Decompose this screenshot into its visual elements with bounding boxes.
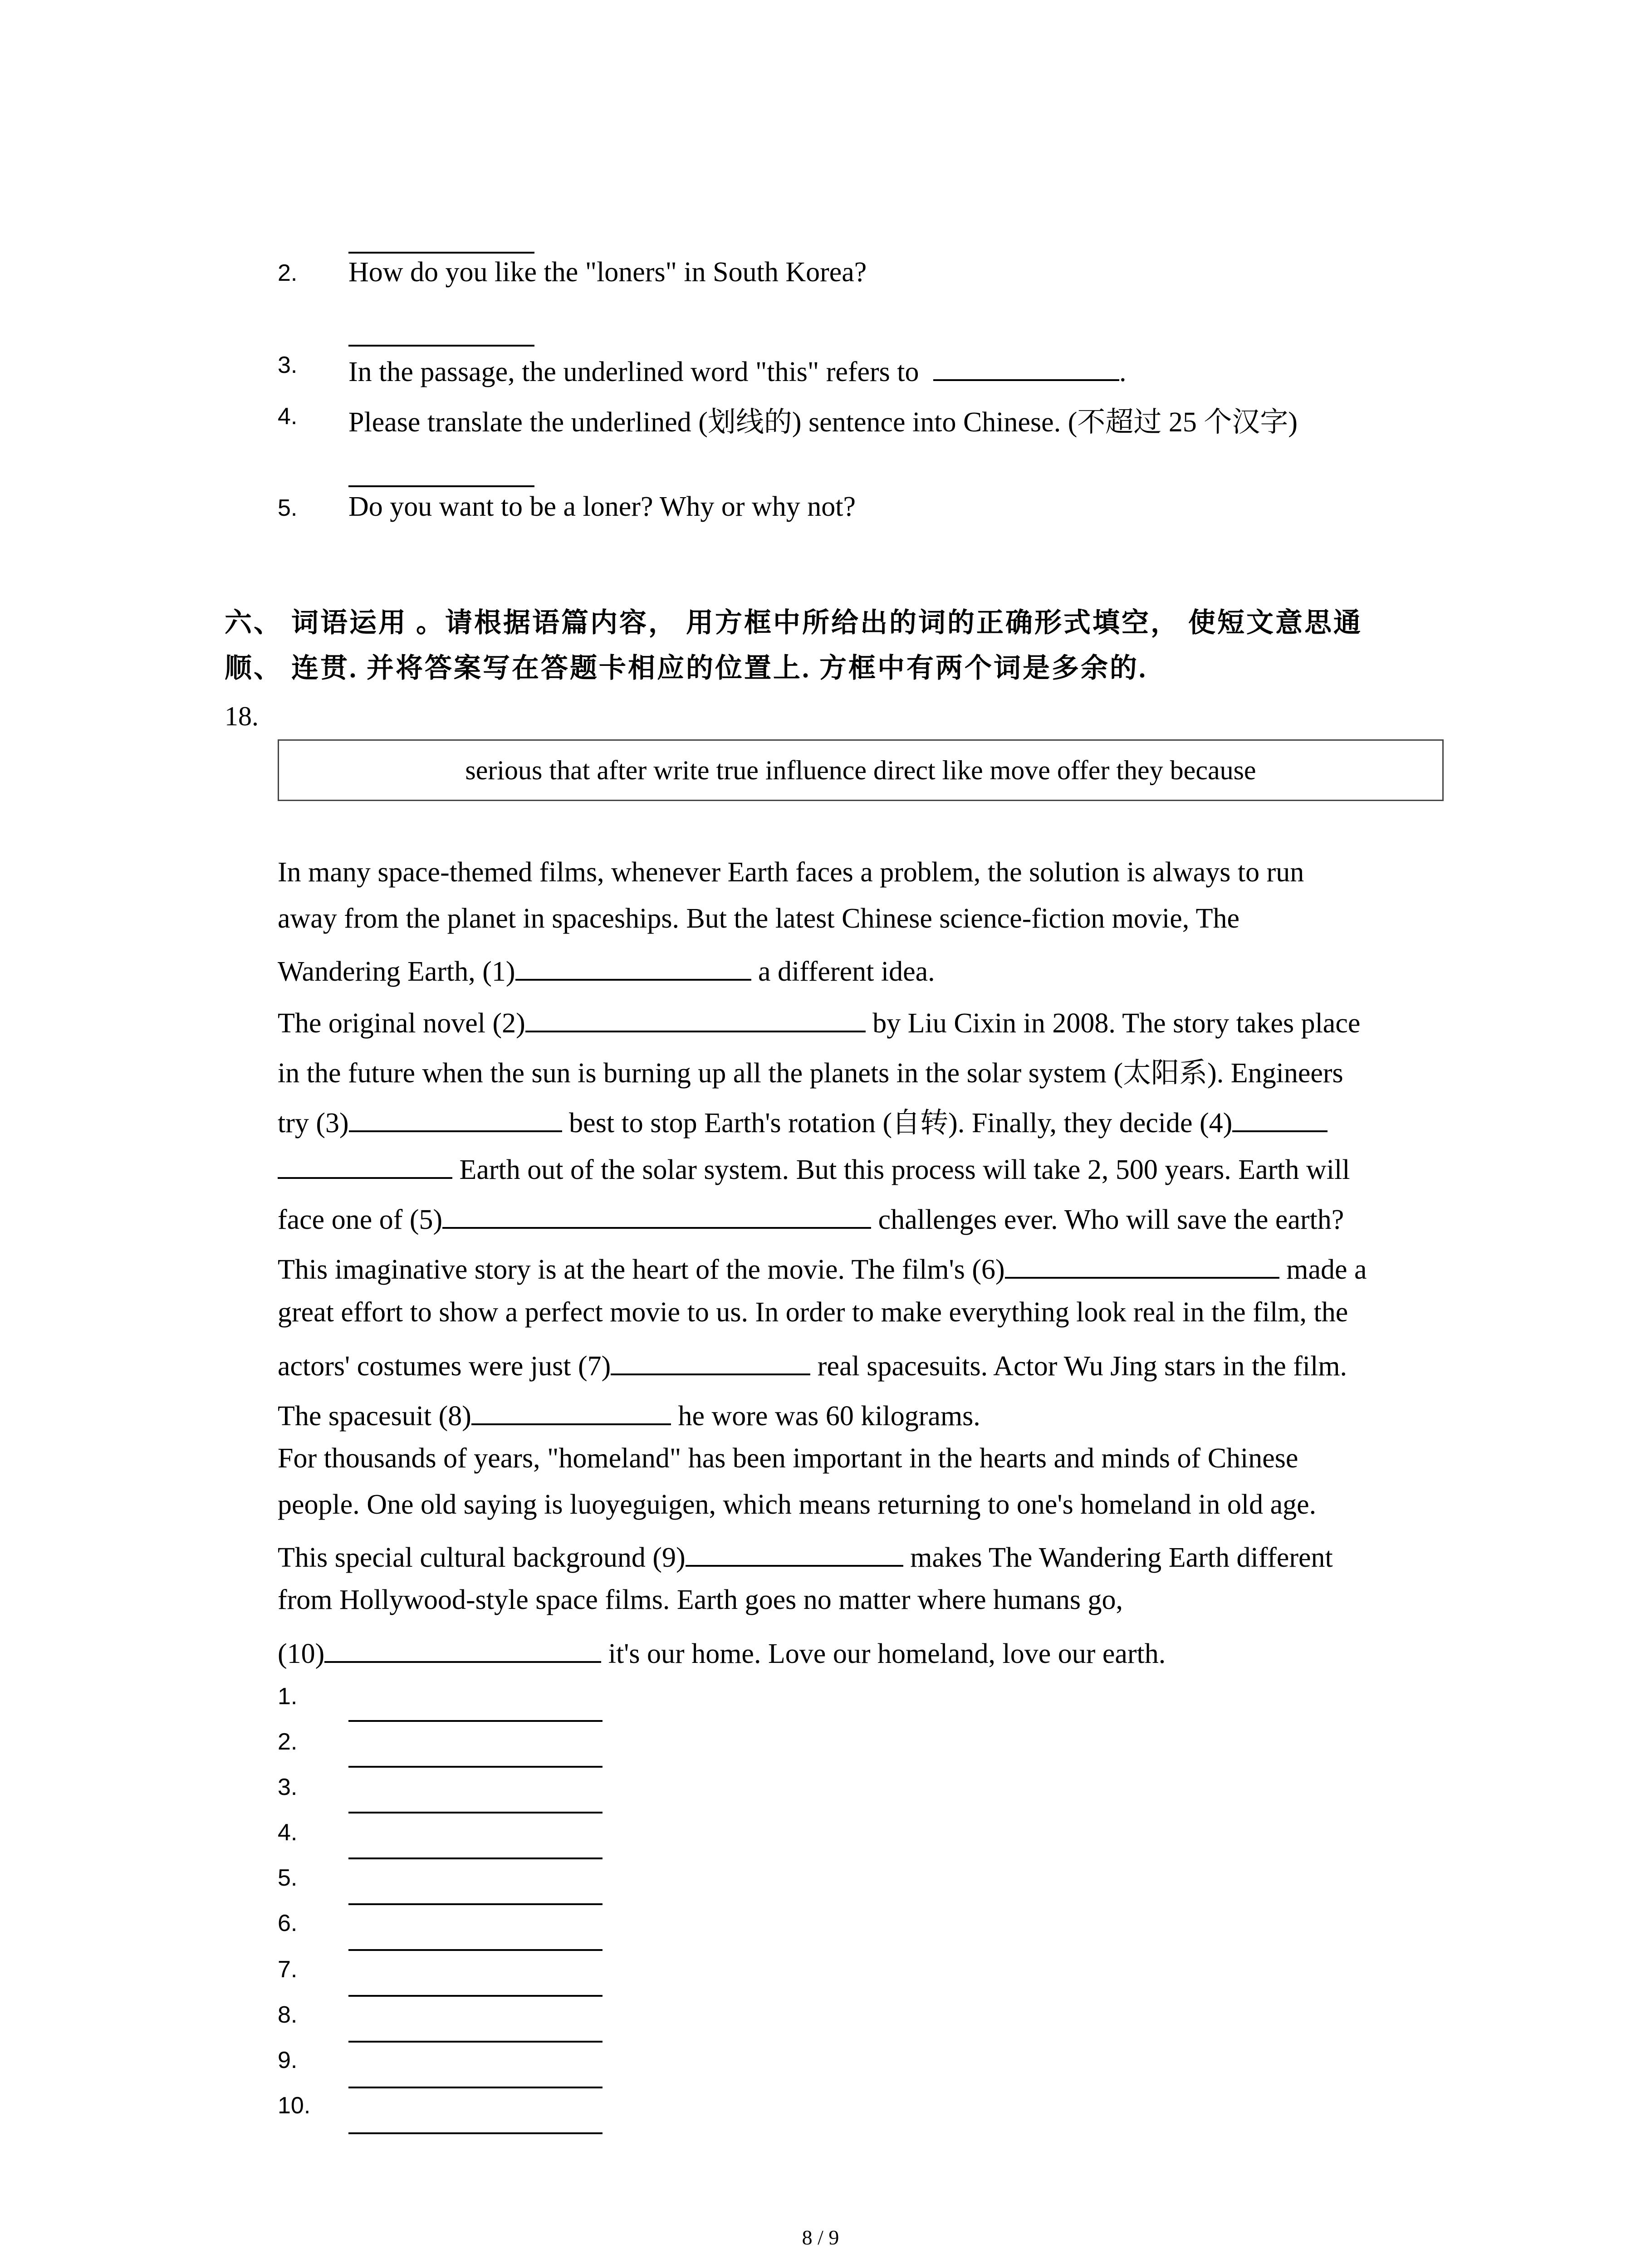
passage-line bbox=[278, 952, 935, 988]
answer-number: 2. bbox=[278, 1729, 298, 1755]
blank-4[interactable] bbox=[1232, 1103, 1327, 1132]
passage-line bbox=[278, 1003, 1360, 1040]
passage-text: The spacesuit (8) bbox=[278, 1401, 471, 1432]
word-bank-text: serious that after write true influence direct like move offer they because bbox=[465, 755, 1256, 785]
question-suffix: . bbox=[1119, 357, 1127, 387]
question-number-18: 18. bbox=[225, 701, 259, 731]
blank-3[interactable] bbox=[349, 1103, 562, 1132]
inline-blank[interactable] bbox=[933, 352, 1119, 381]
page-number: 8 / 9 bbox=[802, 2226, 839, 2249]
answer-number: 8. bbox=[278, 2002, 298, 2028]
passage-text: This imaginative story is at the heart of the movie. The film's (6) bbox=[278, 1254, 1005, 1285]
answer-line[interactable] bbox=[348, 1903, 603, 1905]
blank-2[interactable] bbox=[525, 1003, 866, 1032]
question-number: 5. bbox=[278, 495, 298, 521]
answer-line[interactable] bbox=[348, 1949, 603, 1951]
question-number: 3. bbox=[278, 352, 298, 378]
blank-6[interactable] bbox=[1005, 1250, 1279, 1279]
passage-text: makes The Wandering Earth different bbox=[903, 1542, 1333, 1573]
answer-line[interactable] bbox=[348, 1857, 603, 1859]
blank-10[interactable] bbox=[324, 1634, 601, 1663]
passage-line: away from the planet in spaceships. But the latest Chinese science-fiction movie, The bbox=[278, 903, 1240, 934]
passage-text: actors' costumes were just (7) bbox=[278, 1351, 611, 1382]
passage-text: a different idea. bbox=[751, 956, 935, 987]
answer-number: 9. bbox=[278, 2047, 298, 2073]
passage-line bbox=[278, 1634, 1166, 1670]
blank-9[interactable] bbox=[686, 1538, 903, 1567]
question-number: 2. bbox=[278, 260, 298, 286]
question-text-main: In the passage, the underlined word "this" refers to bbox=[348, 357, 919, 387]
answer-line[interactable] bbox=[348, 1812, 603, 1813]
section-heading-line2: 顺、 连贯. 并将答案写在答题卡相应的位置上. 方框中有两个词是多余的. bbox=[225, 653, 1147, 683]
passage-text: The original novel (2) bbox=[278, 1008, 525, 1039]
passage-text: real spacesuits. Actor Wu Jing stars in the film. bbox=[810, 1351, 1347, 1382]
passage-text: made a bbox=[1279, 1254, 1367, 1285]
passage-text: face one of (5) bbox=[278, 1204, 443, 1235]
blank-5[interactable] bbox=[442, 1200, 871, 1229]
passage-line: from Hollywood-style space films. Earth goes no matter where humans go, bbox=[278, 1584, 1123, 1615]
passage-text: (10) bbox=[278, 1638, 325, 1669]
answer-line[interactable] bbox=[348, 1766, 603, 1768]
answer-number: 3. bbox=[278, 1774, 298, 1800]
question-text: How do you like the "loners" in South Korea? bbox=[348, 257, 867, 288]
passage-line bbox=[278, 1538, 1333, 1574]
blank-8[interactable] bbox=[471, 1396, 671, 1425]
answer-line[interactable] bbox=[348, 485, 534, 487]
passage-text: Wandering Earth, (1) bbox=[278, 956, 515, 987]
passage-line: In many space-themed films, whenever Earth faces a problem, the solution is always to run bbox=[278, 857, 1304, 888]
answer-line[interactable] bbox=[348, 2132, 603, 2134]
passage-line: great effort to show a perfect movie to us. In order to make everything look real in the film, the bbox=[278, 1297, 1348, 1328]
question-text: Do you want to be a loner? Why or why not? bbox=[348, 491, 856, 522]
passage-text: try (3) bbox=[278, 1108, 349, 1139]
answer-line[interactable] bbox=[348, 1995, 603, 1997]
passage-line bbox=[278, 1100, 1327, 1140]
answer-number: 7. bbox=[278, 1956, 298, 1983]
passage-line bbox=[278, 1396, 980, 1432]
passage-line: people. One old saying is luoyeguigen, which means returning to one's homeland in old age. bbox=[278, 1489, 1317, 1520]
passage-line bbox=[278, 1150, 1350, 1186]
passage-text: This special cultural background (9) bbox=[278, 1542, 686, 1573]
answer-line[interactable] bbox=[348, 345, 534, 347]
answer-number: 10. bbox=[278, 2092, 311, 2119]
answer-number: 4. bbox=[278, 1819, 298, 1846]
answer-line[interactable] bbox=[348, 252, 534, 254]
passage-line: For thousands of years, "homeland" has been important in the hearts and minds of Chinese bbox=[278, 1443, 1298, 1474]
question-text bbox=[348, 352, 1127, 388]
answer-line[interactable] bbox=[348, 2087, 603, 2088]
passage-text: by Liu Cixin in 2008. The story takes place bbox=[865, 1008, 1361, 1039]
blank-1[interactable] bbox=[515, 952, 751, 981]
passage-line: in the future when the sun is burning up all the planets in the solar system (太阳系). Engineers bbox=[278, 1058, 1343, 1089]
question-number: 4. bbox=[278, 403, 298, 430]
question-text: Please translate the underlined (划线的) sentence into Chinese. (不超过 25 个汉字) bbox=[348, 407, 1298, 438]
passage-line bbox=[278, 1200, 1344, 1236]
answer-number: 1. bbox=[278, 1683, 298, 1710]
word-bank-box bbox=[278, 739, 1444, 801]
passage-text: challenges ever. Who will save the earth? bbox=[871, 1204, 1344, 1235]
passage-text: best to stop Earth's rotation (自转). Finally, they decide (4) bbox=[562, 1108, 1233, 1139]
blank-7[interactable] bbox=[611, 1346, 810, 1375]
section-heading-line1: 六、 词语运用 。请根据语篇内容， 用方框中所给出的词的正确形式填空， 使短文意思通 bbox=[225, 608, 1362, 638]
answer-number: 5. bbox=[278, 1865, 298, 1891]
answer-line[interactable] bbox=[348, 1720, 603, 1722]
passage-line bbox=[278, 1346, 1347, 1383]
answer-number: 6. bbox=[278, 1910, 298, 1936]
blank-4-continued[interactable] bbox=[278, 1150, 452, 1179]
answer-line[interactable] bbox=[348, 2041, 603, 2043]
passage-text: it's our home. Love our homeland, love our earth. bbox=[601, 1638, 1166, 1669]
passage-text: he wore was 60 kilograms. bbox=[671, 1401, 980, 1432]
passage-line bbox=[278, 1250, 1367, 1286]
passage-text: Earth out of the solar system. But this process will take 2, 500 years. Earth will bbox=[452, 1154, 1350, 1185]
